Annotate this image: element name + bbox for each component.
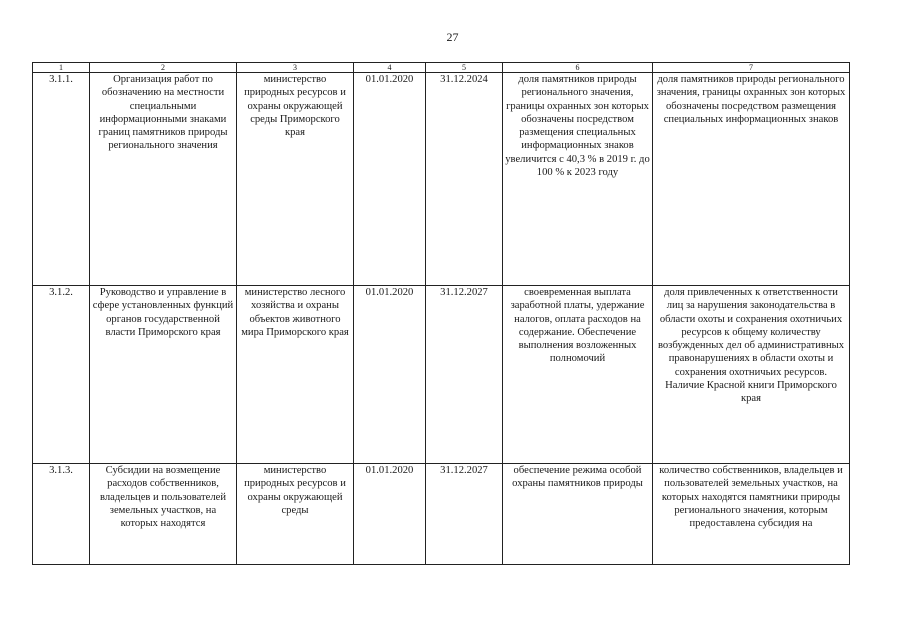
linked-indicator: доля привлеченных к ответственности лиц за нарушения законодательства в области охоты и сохранения охотничьих ресурсов к общему количеству возбужденных дел об административных правонарушениях в области охоты и сохранения охотничьих ресурсов. Наличие Красной книги Приморского края bbox=[653, 286, 850, 464]
item-number: 3.1.1. bbox=[33, 73, 90, 286]
column-number: 1 bbox=[33, 63, 90, 73]
linked-indicator: доля памятников природы регионального значения, границы охранных зон которых обозначены посредством размещения специальных информационных знаков bbox=[653, 73, 850, 286]
expected-result: доля памятников природы регионального значения, границы охранных зон которых обозначены посредством размещения специальных информационных знаков увеличится с 40,3 % в 2019 г. до 100 % к 2023 году bbox=[503, 73, 653, 286]
end-date: 31.12.2027 bbox=[426, 464, 503, 565]
column-number: 7 bbox=[653, 63, 850, 73]
column-number-row bbox=[33, 63, 850, 73]
column-number: 6 bbox=[503, 63, 653, 73]
end-date: 31.12.2027 bbox=[426, 286, 503, 464]
expected-result: своевременная выплата заработной платы, удержание налогов, оплата расходов на содержание. Обеспечение выполнения возложенных полномочий bbox=[503, 286, 653, 464]
end-date: 31.12.2024 bbox=[426, 73, 503, 286]
expected-result: обеспечение режима особой охраны памятников природы bbox=[503, 464, 653, 565]
start-date: 01.01.2020 bbox=[354, 286, 426, 464]
column-number: 5 bbox=[426, 63, 503, 73]
activity-name: Руководство и управление в сфере установленных функций органов государственной власти Приморского края bbox=[90, 286, 237, 464]
activity-name: Субсидии на возмещение расходов собственников, владельцев и пользователей земельных участков, на которых находятся bbox=[90, 464, 237, 565]
activity-name: Организация работ по обозначению на местности специальными информационными знаками границ памятников природы регионального значения bbox=[90, 73, 237, 286]
responsible-executor: министерство лесного хозяйства и охраны объектов животного мира Приморского края bbox=[237, 286, 354, 464]
column-number: 4 bbox=[354, 63, 426, 73]
column-number: 3 bbox=[237, 63, 354, 73]
column-number: 2 bbox=[90, 63, 237, 73]
start-date: 01.01.2020 bbox=[354, 464, 426, 565]
item-number: 3.1.2. bbox=[33, 286, 90, 464]
table-row bbox=[33, 286, 850, 464]
table-row bbox=[33, 73, 850, 286]
program-table bbox=[32, 62, 850, 565]
table-row bbox=[33, 464, 850, 565]
start-date: 01.01.2020 bbox=[354, 73, 426, 286]
page-number: 27 bbox=[446, 30, 459, 44]
item-number: 3.1.3. bbox=[33, 464, 90, 565]
responsible-executor: министерство природных ресурсов и охраны окружающей среды Приморского края bbox=[237, 73, 354, 286]
linked-indicator: количество собственников, владельцев и пользователей земельных участков, на которых находятся памятники природы регионального значения, которым предоставлена субсидия на bbox=[653, 464, 850, 565]
responsible-executor: министерство природных ресурсов и охраны окружающей среды bbox=[237, 464, 354, 565]
